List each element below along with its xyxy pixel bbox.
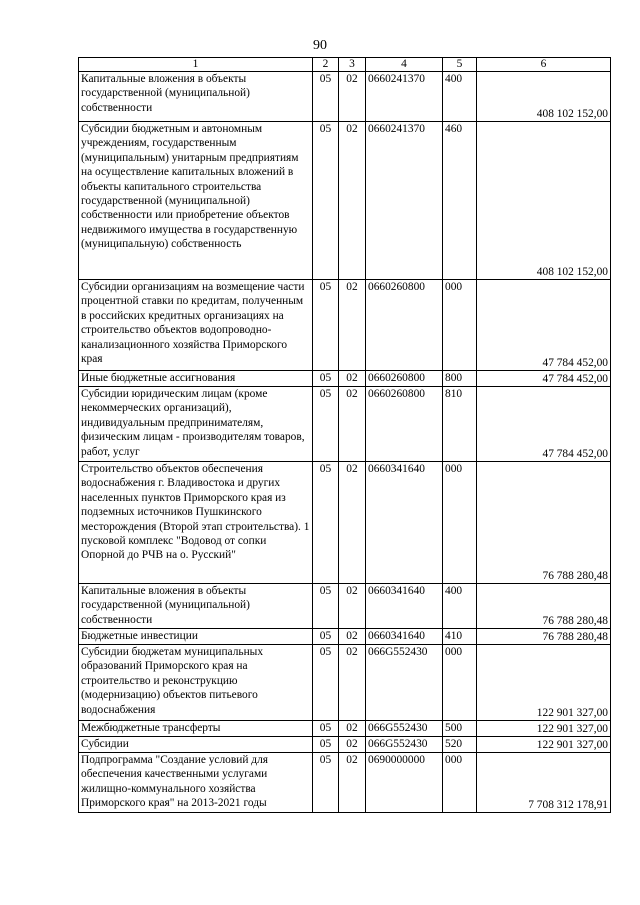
column-header: 3 <box>339 58 366 72</box>
row-section: 05 <box>313 72 339 122</box>
row-section: 05 <box>313 462 339 584</box>
column-header: 1 <box>79 58 313 72</box>
table-row <box>79 629 611 645</box>
row-subsection: 02 <box>339 462 366 584</box>
row-code: 0660260800 <box>366 387 443 462</box>
table-row <box>79 737 611 753</box>
row-code: 0660260800 <box>366 280 443 371</box>
row-code: 0660241370 <box>366 122 443 280</box>
row-section: 05 <box>313 280 339 371</box>
row-section: 05 <box>313 387 339 462</box>
row-section: 05 <box>313 584 339 629</box>
table-row <box>79 280 611 371</box>
row-subsection: 02 <box>339 387 366 462</box>
row-expense-type: 810 <box>443 387 477 462</box>
table-row <box>79 753 611 813</box>
row-subsection: 02 <box>339 72 366 122</box>
budget-table <box>78 57 611 813</box>
table-row <box>79 645 611 721</box>
row-name: Иные бюджетные ассигнования <box>79 371 313 387</box>
row-expense-type: 000 <box>443 645 477 721</box>
row-expense-type: 800 <box>443 371 477 387</box>
row-code: 0690000000 <box>366 753 443 813</box>
row-code: 0660341640 <box>366 462 443 584</box>
row-subsection: 02 <box>339 280 366 371</box>
row-subsection: 02 <box>339 753 366 813</box>
row-amount: 122 901 327,00 <box>477 721 611 737</box>
row-name: Субсидии бюджетным и автономным учреждениям, государственным (муниципальным) унитарным предприятиям на осуществление капитальных вложений в объекты капитального строительства государственной (муниципальной) собственности или приобретение объектов недвижимого имущества в государственную (муниципальную) собственность <box>79 122 313 280</box>
row-code: 066G552430 <box>366 737 443 753</box>
row-amount: 76 788 280,48 <box>477 629 611 645</box>
row-expense-type: 460 <box>443 122 477 280</box>
row-code: 0660241370 <box>366 72 443 122</box>
row-amount: 76 788 280,48 <box>477 462 611 584</box>
table-row <box>79 371 611 387</box>
row-name: Межбюджетные трансферты <box>79 721 313 737</box>
row-section: 05 <box>313 122 339 280</box>
table-row <box>79 387 611 462</box>
page-number: 90 <box>313 38 327 53</box>
table-row <box>79 462 611 584</box>
row-expense-type: 400 <box>443 584 477 629</box>
row-expense-type: 000 <box>443 280 477 371</box>
row-name: Строительство объектов обеспечения водоснабжения г. Владивостока и других населенных пунктов Приморского края из подземных источников Пушкинского месторождения (Второй этап строительства). 1 пусковой комплекс "Водовод от сопки Опорной до РЧВ на о. Русский" <box>79 462 313 584</box>
row-name: Субсидии юридическим лицам (кроме некоммерческих организаций), индивидуальным предпринимателям, физическим лицам - производителям товаров, работ, услуг <box>79 387 313 462</box>
row-subsection: 02 <box>339 737 366 753</box>
row-section: 05 <box>313 737 339 753</box>
row-amount: 47 784 452,00 <box>477 387 611 462</box>
row-subsection: 02 <box>339 629 366 645</box>
table-row <box>79 584 611 629</box>
table-row <box>79 122 611 280</box>
row-subsection: 02 <box>339 584 366 629</box>
table-row <box>79 721 611 737</box>
row-code: 0660341640 <box>366 629 443 645</box>
row-amount: 47 784 452,00 <box>477 371 611 387</box>
row-subsection: 02 <box>339 122 366 280</box>
row-section: 05 <box>313 629 339 645</box>
row-name: Капитальные вложения в объекты государственной (муниципальной) собственности <box>79 72 313 122</box>
row-code: 066G552430 <box>366 645 443 721</box>
row-code: 0660341640 <box>366 584 443 629</box>
row-section: 05 <box>313 645 339 721</box>
row-amount: 408 102 152,00 <box>477 72 611 122</box>
column-header: 6 <box>477 58 611 72</box>
row-amount: 47 784 452,00 <box>477 280 611 371</box>
row-amount: 76 788 280,48 <box>477 584 611 629</box>
row-expense-type: 400 <box>443 72 477 122</box>
row-amount: 7 708 312 178,91 <box>477 753 611 813</box>
row-expense-type: 000 <box>443 753 477 813</box>
row-code: 0660260800 <box>366 371 443 387</box>
row-name: Субсидии <box>79 737 313 753</box>
row-subsection: 02 <box>339 721 366 737</box>
table-header-row <box>79 58 611 72</box>
row-subsection: 02 <box>339 645 366 721</box>
row-expense-type: 000 <box>443 462 477 584</box>
column-header: 2 <box>313 58 339 72</box>
row-expense-type: 520 <box>443 737 477 753</box>
row-amount: 122 901 327,00 <box>477 737 611 753</box>
row-expense-type: 410 <box>443 629 477 645</box>
row-amount: 408 102 152,00 <box>477 122 611 280</box>
row-section: 05 <box>313 721 339 737</box>
row-name: Капитальные вложения в объекты государственной (муниципальной) собственности <box>79 584 313 629</box>
column-header: 4 <box>366 58 443 72</box>
row-expense-type: 500 <box>443 721 477 737</box>
row-section: 05 <box>313 753 339 813</box>
row-amount: 122 901 327,00 <box>477 645 611 721</box>
row-name: Подпрограмма "Создание условий для обеспечения качественными услугами жилищно-коммунального хозяйства Приморского края" на 2013-2021 годы <box>79 753 313 813</box>
row-name: Субсидии бюджетам муниципальных образований Приморского края на строительство и реконструкцию (модернизацию) объектов питьевого водоснабжения <box>79 645 313 721</box>
row-subsection: 02 <box>339 371 366 387</box>
row-name: Бюджетные инвестиции <box>79 629 313 645</box>
row-name: Субсидии организациям на возмещение части процентной ставки по кредитам, полученным в российских кредитных организациях на строительство объектов водопроводно-канализационного хозяйства Приморского края <box>79 280 313 371</box>
table-row <box>79 72 611 122</box>
row-section: 05 <box>313 371 339 387</box>
column-header: 5 <box>443 58 477 72</box>
row-code: 066G552430 <box>366 721 443 737</box>
